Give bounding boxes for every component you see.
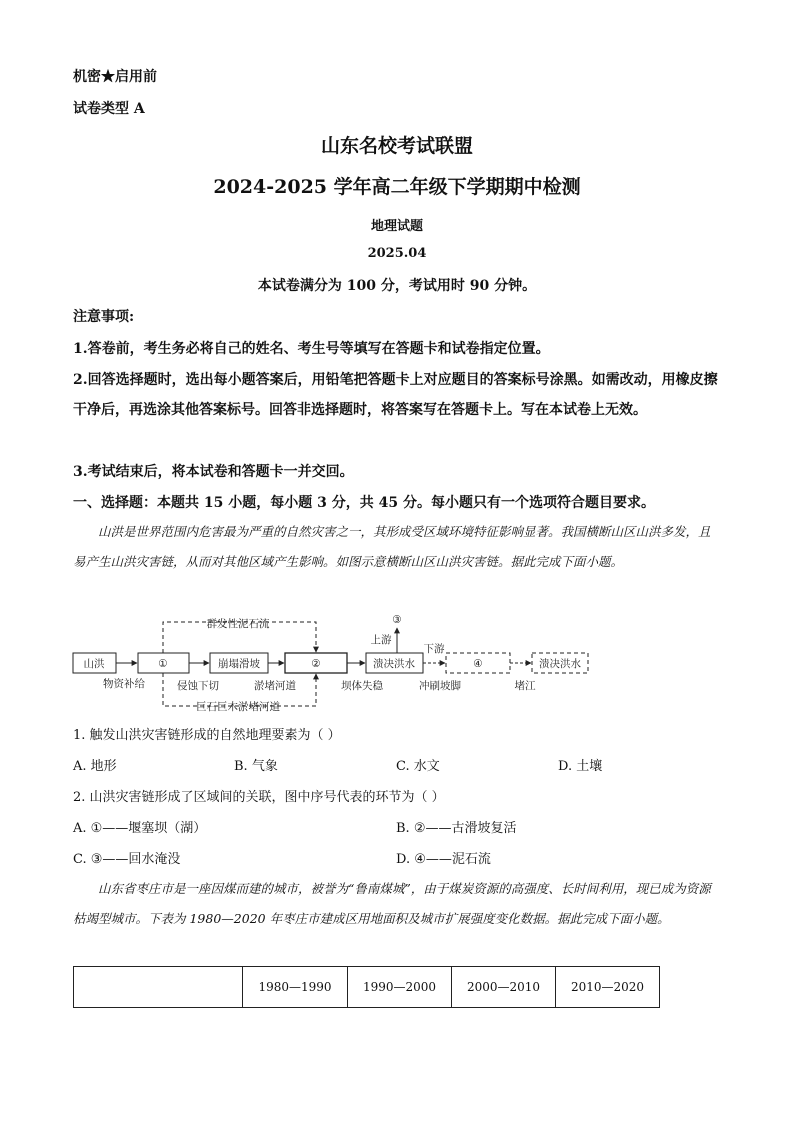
box-collapse-text: 崩塌滑坡 [218, 658, 260, 670]
table-header-row [74, 967, 660, 1008]
exam-title: 2024-2025 学年高二年级下学期期中检测 [213, 176, 581, 198]
table-header-cell: 1990—2000 [348, 967, 452, 1008]
note-item-3: 3.考试结束后，将本试卷和答题卡一并交回。 [73, 464, 354, 480]
notes-heading: 注意事项: [73, 309, 135, 325]
label-block: 淤堵河道 [254, 680, 296, 692]
box-burst-text: 溃决洪水 [373, 658, 415, 670]
paper-type: 试卷类型 A [73, 101, 145, 117]
passage-2: 山东省枣庄市是一座因煤而建的城市，被誉为“鲁南煤城”，由于煤炭资源的高强度、长时间利用，现已成为资源枯竭型城市。下表为 1980—2020 年枣庄市建成区用地面积及城市扩展强度变化数据。据此完成下面小题。 [73, 881, 711, 926]
question-1-option-d[interactable]: D. 土壤 [558, 759, 603, 774]
label-scour: 冲刷坡脚 [419, 680, 461, 692]
secret-mark: 机密★启用前 [73, 69, 157, 85]
note-item-1: 1.答卷前，考生务必将自己的姓名、考生号等填写在答题卡和试卷指定位置。 [73, 341, 550, 357]
question-2-stem: 2. 山洪灾害链形成了区域间的关联，图中序号代表的环节为（ ） [73, 790, 445, 805]
table-header-cell: 2000—2010 [452, 967, 556, 1008]
table-header-cell: 1980—1990 [243, 967, 348, 1008]
question-2-option-a[interactable]: A. ①——堰塞坝（湖） [73, 821, 207, 836]
city-expansion-table [73, 966, 660, 1008]
label-jam: 堵江 [514, 680, 536, 692]
label-upstream: 上游 [370, 634, 392, 646]
label-downstream: 下游 [423, 643, 445, 655]
exam-date: 2025.04 [367, 246, 427, 261]
box-4-text: ④ [473, 658, 483, 670]
label-top: 群发性泥石流 [206, 618, 270, 630]
box-2-text: ② [311, 658, 321, 670]
section-heading: 一、选择题：本题共 15 小题，每小题 3 分，共 45 分。每小题只有一个选项符合题目要求。 [73, 495, 655, 511]
question-2-option-c[interactable]: C. ③——回水淹没 [73, 852, 181, 867]
question-1-option-a[interactable]: A. 地形 [73, 759, 117, 774]
box-flood-text: 山洪 [83, 658, 105, 670]
question-1-stem: 1. 触发山洪灾害链形成的自然地理要素为（ ） [73, 728, 341, 743]
flood-disaster-chain-diagram [70, 608, 590, 713]
label-supply: 物资补给 [103, 678, 145, 690]
question-1-option-c[interactable]: C. 水文 [396, 759, 440, 774]
table-corner-cell [74, 967, 243, 1008]
question-2-option-d[interactable]: D. ④——泥石流 [396, 852, 491, 867]
full-marks-note: 本试卷满分为 100 分，考试用时 90 分钟。 [257, 278, 537, 294]
passage-1: 山洪是世界范围内危害最为严重的自然灾害之一，其形成受区域环境特征影响显著。我国横断山区山洪多发，且易产生山洪灾害链，从而对其他区域产生影响。如图示意横断山区山洪灾害链。据此完成下面小题。 [73, 524, 711, 569]
question-2-option-b[interactable]: B. ②——古滑坡复活 [396, 821, 517, 836]
alliance-title: 山东名校考试联盟 [320, 135, 473, 157]
question-1-option-b[interactable]: B. 气象 [234, 759, 278, 774]
label-erosion: 侵蚀下切 [177, 680, 219, 692]
label-bottom: 巨石巨木淤堵河道 [196, 701, 280, 713]
note-item-2: 2.回答选择题时，选出每小题答案后，用铅笔把答题卡上对应题目的答案标号涂黑。如需改动，用橡皮擦干净后，再选涂其他答案标号。回答非选择题时，将答案写在答题卡上。写在本试卷上无效。 [73, 372, 718, 418]
label-dam: 坝体失稳 [341, 680, 383, 692]
node-3: ③ [392, 614, 402, 626]
box-burst-2-text: 溃决洪水 [539, 658, 581, 670]
subject-title: 地理试题 [370, 219, 423, 234]
box-1-text: ① [158, 658, 168, 670]
table-header-cell: 2010—2020 [556, 967, 660, 1008]
